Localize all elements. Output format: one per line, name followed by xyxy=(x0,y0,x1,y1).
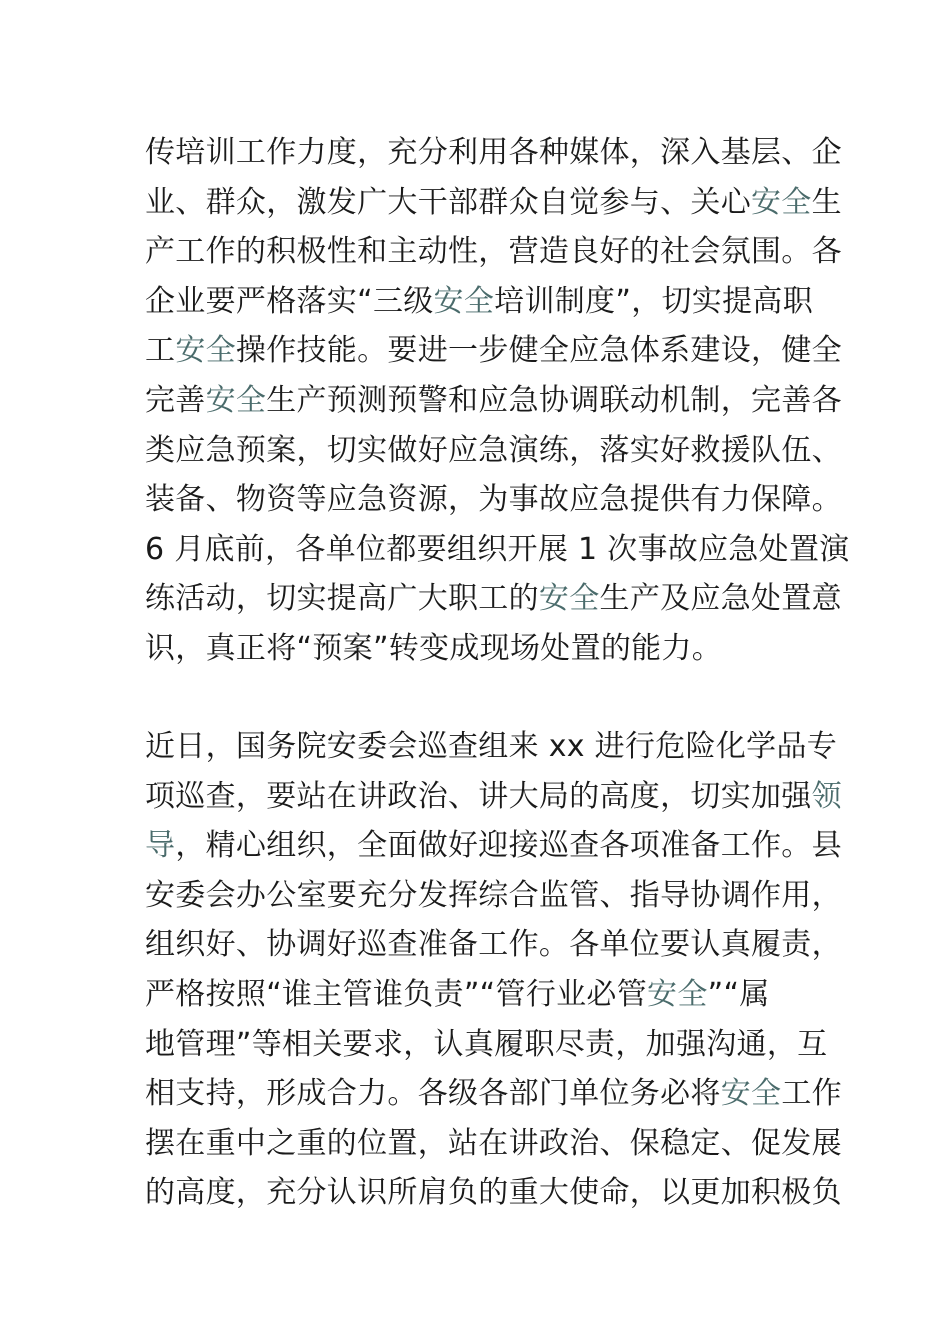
text-line xyxy=(145,970,825,1020)
text-run: 生 xyxy=(811,184,842,220)
text-line xyxy=(145,1168,842,1218)
text-run: 的高度，充分认识所肩负的重大使命，以更加积极负 xyxy=(145,1175,842,1211)
text-run: ”“属 xyxy=(707,976,770,1012)
text-run: 组织好、协调好巡查准备工作。各单位要认真履责， xyxy=(145,927,842,963)
text-line xyxy=(145,772,842,822)
text-line xyxy=(145,1069,842,1119)
text-run: 培训制度”，切实提高职 xyxy=(494,283,813,319)
text-run: 企业要严格落实“三级 xyxy=(145,283,434,319)
text-run: 完善 xyxy=(145,382,206,418)
text-line xyxy=(145,475,842,525)
text-line xyxy=(145,574,842,624)
highlighted-term: 安全 xyxy=(720,1076,782,1112)
text-run: 工 xyxy=(145,333,176,369)
highlighted-term: 安全 xyxy=(647,976,708,1012)
text-line xyxy=(145,722,838,772)
text-run: 近日，国务院安委会巡查组来 xx 进行危险化学品专 xyxy=(145,729,838,764)
text-run: 严格按照“谁主管谁负责”“管行业必管 xyxy=(145,976,648,1012)
text-run: 相支持，形成合力。各级各部门单位务必将 xyxy=(145,1076,721,1112)
text-run: 6 月底前，各单位都要组织开展 1 次事故应急处置演 xyxy=(145,531,850,567)
text-line xyxy=(145,871,842,921)
text-run: 操作技能。要进一步健全应急体系建设，健全 xyxy=(235,333,842,369)
text-line xyxy=(145,376,842,426)
highlighted-term: 安全 xyxy=(205,382,267,418)
text-line xyxy=(145,821,842,871)
text-run: ，精心组织，全面做好迎接巡查各项准备工作。县 xyxy=(175,828,842,864)
highlighted-term: 领 xyxy=(811,778,842,814)
text-run: 装备、物资等应急资源，为事故应急提供有力保障。 xyxy=(145,482,842,518)
text-line xyxy=(145,525,850,575)
highlighted-term: 安全 xyxy=(175,333,236,369)
text-run: 安委会办公室要充分发挥综合监管、指导协调作用， xyxy=(145,877,842,913)
highlighted-term: 安全 xyxy=(538,581,600,617)
text-run: 摆在重中之重的位置，站在讲政治、保稳定、促发展 xyxy=(145,1125,842,1161)
text-line xyxy=(145,1020,828,1070)
highlighted-term: 安全 xyxy=(751,184,812,220)
text-run: 地管理”等相关要求，认真履职尽责，加强沟通，互 xyxy=(145,1026,828,1062)
text-run: 识，真正将“预案”转变成现场处置的能力。 xyxy=(145,630,723,666)
text-line xyxy=(145,624,825,674)
text-run: 传培训工作力度，充分利用各种媒体，深入基层、企 xyxy=(145,135,842,170)
text-run: 产工作的积极性和主动性，营造良好的社会氛围。各 xyxy=(145,234,842,270)
highlighted-term: 安全 xyxy=(433,283,495,319)
text-line xyxy=(145,178,842,228)
highlighted-term: 导 xyxy=(145,828,176,864)
text-run: 工作 xyxy=(781,1076,842,1112)
text-line xyxy=(145,1119,842,1169)
text-line xyxy=(145,326,842,376)
paragraph-2 xyxy=(145,722,842,1218)
text-line xyxy=(145,426,842,476)
text-line xyxy=(145,227,842,277)
paragraph-1 xyxy=(145,128,850,674)
text-line xyxy=(145,920,842,970)
text-run: 类应急预案，切实做好应急演练，落实好救援队伍、 xyxy=(145,432,842,468)
text-line xyxy=(145,277,825,327)
text-run: 业、群众，激发广大干部群众自觉参与、关心 xyxy=(145,184,751,220)
text-run: 生产及应急处置意 xyxy=(599,581,842,617)
text-run: 生产预测预警和应急协调联动机制，完善各 xyxy=(266,382,842,418)
text-line xyxy=(145,128,842,178)
text-run: 练活动，切实提高广大职工的 xyxy=(145,581,539,617)
text-run: 项巡查，要站在讲政治、讲大局的高度，切实加强 xyxy=(145,778,812,814)
